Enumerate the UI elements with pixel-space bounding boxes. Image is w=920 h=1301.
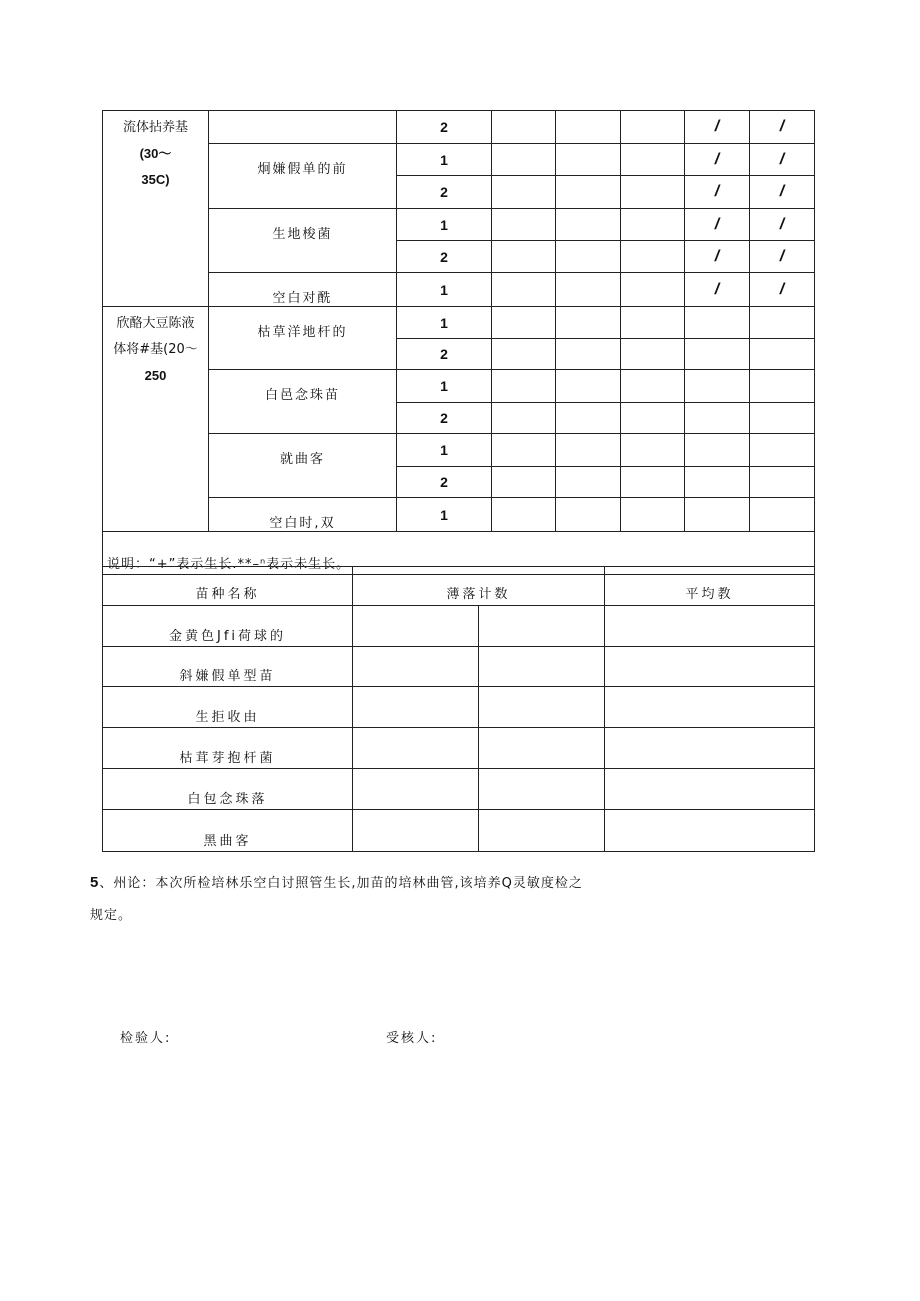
medium-cell — [103, 111, 209, 307]
result-cell — [621, 176, 685, 209]
result-cell — [556, 307, 621, 339]
medium-label-line: 35C) — [141, 172, 170, 187]
result-cell — [750, 467, 815, 498]
strain-name-cell: 金黄色Jfi荷球的 — [103, 606, 353, 647]
conclusion-text: 、州论：本次所检培林乐空白讨照管生长,加苗的培林曲管,该培养Q灵敏度检之 — [99, 876, 583, 891]
header-strain-name: 苗种名称 — [103, 567, 353, 606]
result-cell — [685, 434, 750, 467]
result-cell — [492, 241, 556, 273]
replicate-number: 2 — [397, 403, 492, 434]
colony-count-cell — [479, 606, 605, 647]
result-cell — [556, 467, 621, 498]
result-cell — [492, 144, 556, 176]
replicate-number: 1 — [397, 370, 492, 403]
table-row — [103, 687, 815, 728]
result-cell — [556, 498, 621, 532]
table-row — [103, 498, 815, 532]
medium-label-line: 体将#基(20～ — [113, 342, 198, 357]
colony-count-cell — [353, 728, 479, 769]
strain-name-cell: 空白时,双 — [209, 498, 397, 532]
result-cell — [750, 498, 815, 532]
replicate-number: 1 — [397, 434, 492, 467]
result-cell — [621, 144, 685, 176]
result-cell — [492, 176, 556, 209]
result-cell: / — [685, 176, 750, 209]
colony-count-cell — [353, 687, 479, 728]
result-cell — [621, 307, 685, 339]
average-cell — [605, 606, 815, 647]
result-cell — [556, 144, 621, 176]
result-cell — [492, 370, 556, 403]
result-cell — [750, 307, 815, 339]
average-cell — [605, 647, 815, 687]
result-cell — [556, 339, 621, 370]
result-cell — [621, 339, 685, 370]
strain-name-cell: 黑曲客 — [103, 810, 353, 852]
result-cell: / — [750, 144, 815, 176]
result-cell: / — [685, 111, 750, 144]
result-cell — [556, 434, 621, 467]
colony-count-cell — [479, 728, 605, 769]
result-cell — [492, 434, 556, 467]
result-cell — [492, 498, 556, 532]
table-row — [103, 273, 815, 307]
table-row — [103, 606, 815, 647]
result-cell — [492, 403, 556, 434]
result-cell — [621, 273, 685, 307]
result-cell: / — [685, 144, 750, 176]
colony-count-cell — [353, 810, 479, 852]
result-cell: / — [685, 241, 750, 273]
result-cell — [750, 403, 815, 434]
replicate-number: 2 — [397, 176, 492, 209]
colony-count-cell — [479, 647, 605, 687]
strain-name-cell — [209, 111, 397, 144]
table-row — [103, 209, 815, 241]
strain-name-cell: 生拒收由 — [103, 687, 353, 728]
result-cell — [621, 498, 685, 532]
medium-label-line: 250 — [144, 368, 167, 383]
strain-name-cell: 斜嫌假单型苗 — [103, 647, 353, 687]
colony-count-cell — [353, 647, 479, 687]
result-cell — [621, 241, 685, 273]
result-cell — [492, 339, 556, 370]
strain-name-cell: 白包念珠落 — [103, 769, 353, 810]
result-cell — [621, 370, 685, 403]
result-cell — [492, 111, 556, 144]
table-row — [103, 307, 815, 339]
result-cell — [556, 241, 621, 273]
strain-name-cell: 枯茸芽抱杆菌 — [103, 728, 353, 769]
conclusion-line-2: 规定。 — [90, 908, 133, 923]
table-row — [103, 810, 815, 852]
result-cell: / — [750, 241, 815, 273]
result-cell — [750, 339, 815, 370]
medium-label-line: 欣酪大豆陈液 — [116, 316, 195, 331]
replicate-number: 1 — [397, 209, 492, 241]
result-cell — [621, 467, 685, 498]
average-cell — [605, 728, 815, 769]
average-cell — [605, 810, 815, 852]
result-cell — [492, 467, 556, 498]
legend-note: 说明：“+”表示生长.**–ⁿ表示未生长。 — [103, 532, 815, 575]
result-cell: / — [685, 273, 750, 307]
result-cell: / — [750, 273, 815, 307]
colony-count-cell — [353, 606, 479, 647]
colony-count-cell — [479, 769, 605, 810]
table-row — [103, 111, 815, 144]
result-cell — [492, 209, 556, 241]
result-cell — [621, 434, 685, 467]
result-cell — [621, 209, 685, 241]
replicate-number: 2 — [397, 339, 492, 370]
conclusion-number: 5 — [90, 874, 100, 891]
sterility-test-table — [102, 110, 815, 575]
colony-count-cell — [353, 769, 479, 810]
strain-name-cell: 枯草洋地杆的 — [209, 307, 397, 370]
result-cell: / — [750, 176, 815, 209]
header-colony-count: 薄落计数 — [353, 567, 605, 606]
result-cell: / — [685, 209, 750, 241]
replicate-number: 2 — [397, 467, 492, 498]
inspector-signature-label: 检验人: — [120, 1031, 172, 1046]
table-row — [103, 728, 815, 769]
result-cell — [621, 403, 685, 434]
reviewer-signature-label: 受核人: — [386, 1031, 438, 1046]
result-cell — [556, 111, 621, 144]
colony-count-table — [102, 566, 815, 852]
result-cell — [556, 273, 621, 307]
medium-cell — [103, 307, 209, 532]
table-row — [103, 769, 815, 810]
average-cell — [605, 769, 815, 810]
result-cell — [492, 307, 556, 339]
medium-label-line: 流体拈养基 — [122, 120, 188, 135]
average-cell — [605, 687, 815, 728]
table-row — [103, 647, 815, 687]
medium-label-line: (30～ — [139, 146, 172, 161]
result-cell: / — [750, 111, 815, 144]
strain-name-cell: 生地梭菌 — [209, 209, 397, 273]
result-cell — [621, 111, 685, 144]
result-cell: / — [750, 209, 815, 241]
result-cell — [556, 176, 621, 209]
result-cell — [750, 434, 815, 467]
colony-count-cell — [479, 810, 605, 852]
result-cell — [556, 403, 621, 434]
replicate-number: 1 — [397, 273, 492, 307]
strain-name-cell: 空白对酰 — [209, 273, 397, 307]
result-cell — [750, 370, 815, 403]
replicate-number: 1 — [397, 498, 492, 532]
result-cell — [492, 273, 556, 307]
conclusion-line — [90, 872, 583, 891]
replicate-number: 2 — [397, 241, 492, 273]
strain-name-cell: 就曲客 — [209, 434, 397, 498]
strain-name-cell: 炯嫌假单的前 — [209, 144, 397, 209]
strain-name-cell: 白邑念珠苗 — [209, 370, 397, 434]
replicate-number: 2 — [397, 111, 492, 144]
header-average: 平均教 — [605, 567, 815, 606]
table-row — [103, 144, 815, 176]
result-cell — [685, 498, 750, 532]
result-cell — [685, 467, 750, 498]
result-cell — [685, 403, 750, 434]
table-row — [103, 434, 815, 467]
result-cell — [556, 370, 621, 403]
result-cell — [685, 370, 750, 403]
result-cell — [556, 209, 621, 241]
replicate-number: 1 — [397, 307, 492, 339]
result-cell — [685, 307, 750, 339]
table-row — [103, 370, 815, 403]
replicate-number: 1 — [397, 144, 492, 176]
colony-count-cell — [479, 687, 605, 728]
result-cell — [685, 339, 750, 370]
